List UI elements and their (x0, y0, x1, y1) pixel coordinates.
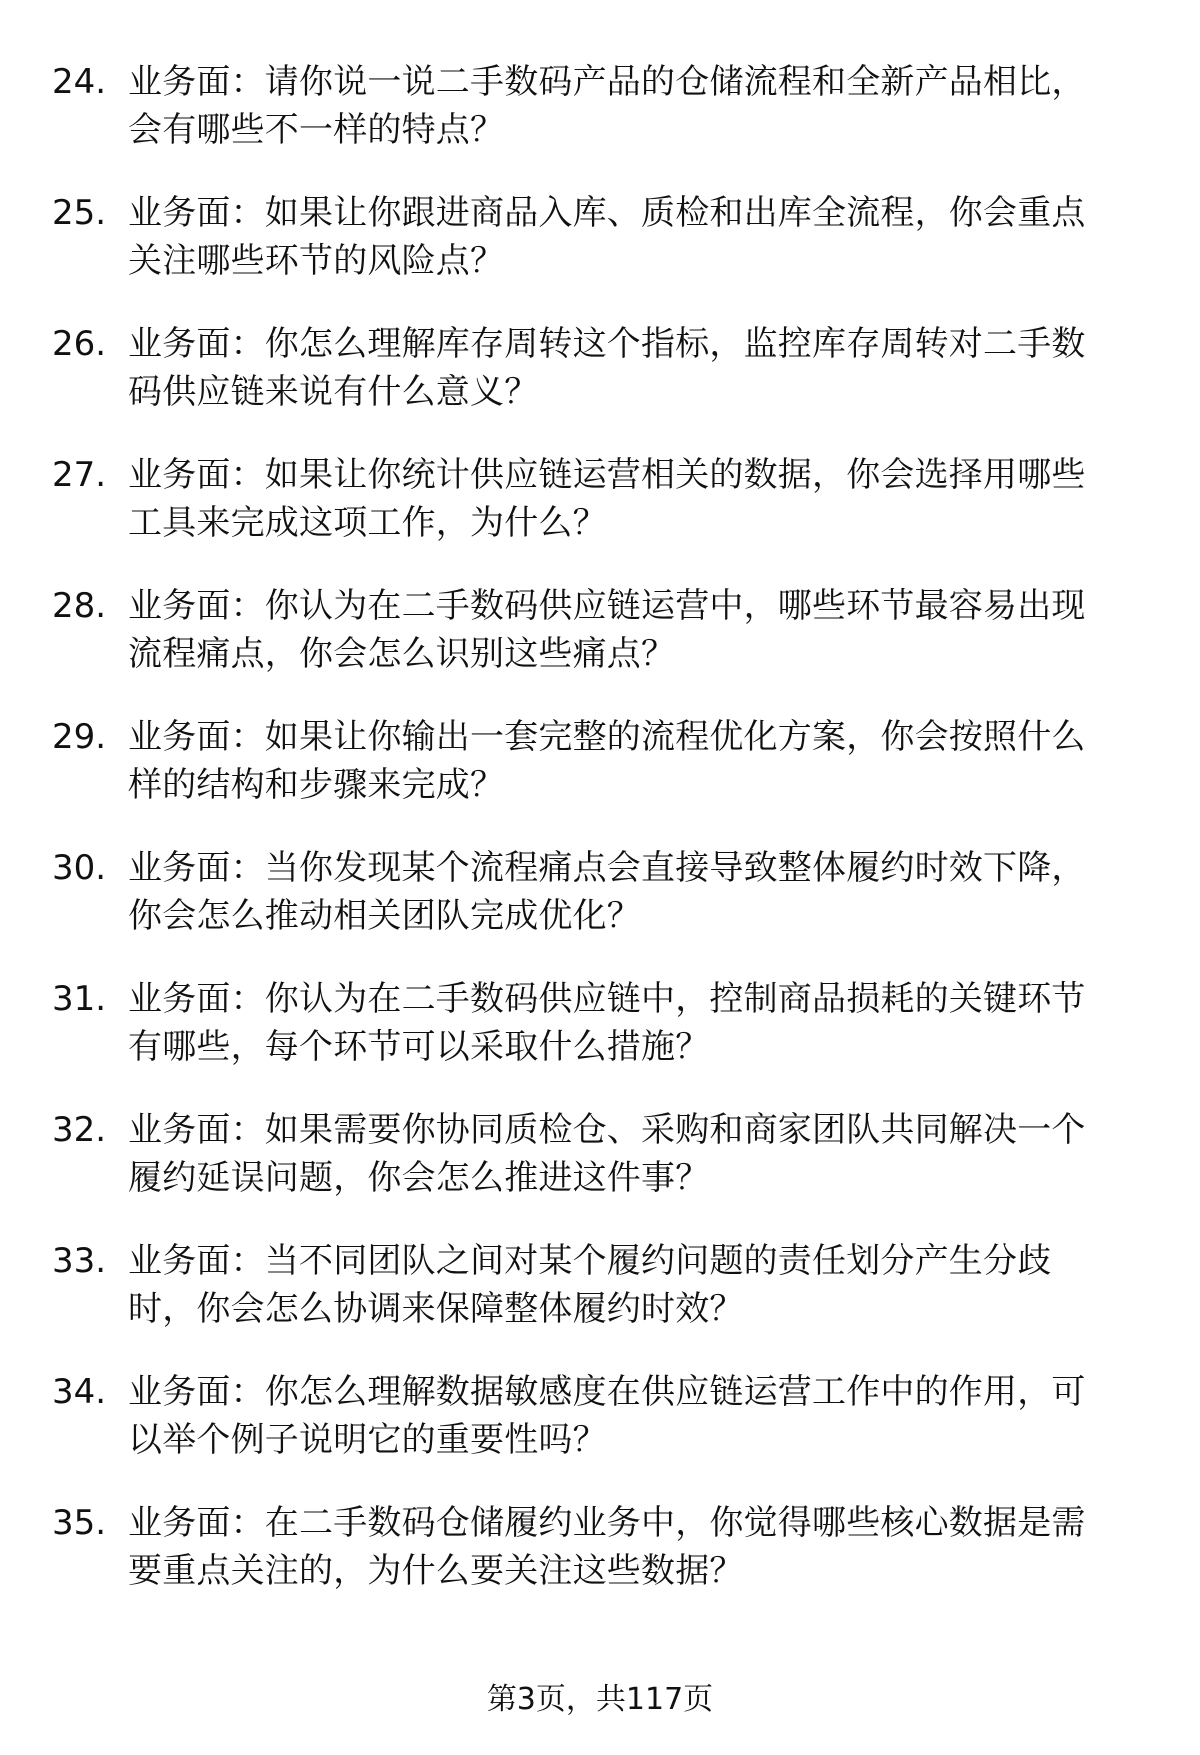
question-number: 31. (52, 979, 107, 1019)
page-footer: 第3页，共117页 (486, 1682, 714, 1717)
question-list (0, 58, 1200, 1630)
question-item (0, 320, 1200, 451)
question-item (0, 713, 1200, 844)
question-number: 33. (52, 1241, 107, 1281)
question-number: 35. (52, 1503, 107, 1543)
question-item (0, 975, 1200, 1106)
question-number: 34. (52, 1372, 107, 1412)
question-item (0, 451, 1200, 582)
question-text: 业务面：如果需要你协同质检仓、采购和商家团队共同解决一个 履约延误问题，你会怎么推进这件事？ (128, 1110, 1086, 1198)
question-number: 27. (52, 455, 107, 495)
question-text: 业务面：你认为在二手数码供应链中，控制商品损耗的关键环节 有哪些，每个环节可以采取什么措施？ (128, 979, 1086, 1067)
question-text: 业务面：你怎么理解数据敏感度在供应链运营工作中的作用，可 以举个例子说明它的重要性吗？ (128, 1372, 1086, 1460)
question-item (0, 582, 1200, 713)
question-item (0, 1499, 1200, 1630)
question-number: 30. (52, 848, 107, 888)
question-item (0, 58, 1200, 189)
question-number: 29. (52, 717, 107, 757)
question-item (0, 1368, 1200, 1499)
question-item (0, 189, 1200, 320)
question-number: 24. (52, 62, 107, 102)
question-text: 业务面：请你说一说二手数码产品的仓储流程和全新产品相比， 会有哪些不一样的特点？ (128, 62, 1086, 150)
question-text: 业务面：当你发现某个流程痛点会直接导致整体履约时效下降， 你会怎么推动相关团队完成优化？ (128, 848, 1086, 936)
question-item (0, 1237, 1200, 1368)
question-text: 业务面：在二手数码仓储履约业务中，你觉得哪些核心数据是需 要重点关注的，为什么要关注这些数据？ (128, 1503, 1086, 1591)
question-item (0, 844, 1200, 975)
question-number: 32. (52, 1110, 107, 1150)
question-item (0, 1106, 1200, 1237)
question-number: 28. (52, 586, 107, 626)
question-text: 业务面：如果让你输出一套完整的流程优化方案，你会按照什么 样的结构和步骤来完成？ (128, 717, 1086, 805)
question-text: 业务面：当不同团队之间对某个履约问题的责任划分产生分歧 时，你会怎么协调来保障整体履约时效？ (128, 1241, 1052, 1329)
question-text: 业务面：你认为在二手数码供应链运营中，哪些环节最容易出现 流程痛点，你会怎么识别这些痛点？ (128, 586, 1086, 674)
question-text: 业务面：如果让你统计供应链运营相关的数据，你会选择用哪些 工具来完成这项工作，为什么？ (128, 455, 1086, 543)
question-text: 业务面：你怎么理解库存周转这个指标，监控库存周转对二手数 码供应链来说有什么意义？ (128, 324, 1086, 412)
question-number: 25. (52, 193, 107, 233)
question-number: 26. (52, 324, 107, 364)
question-text: 业务面：如果让你跟进商品入库、质检和出库全流程，你会重点 关注哪些环节的风险点？ (128, 193, 1086, 281)
